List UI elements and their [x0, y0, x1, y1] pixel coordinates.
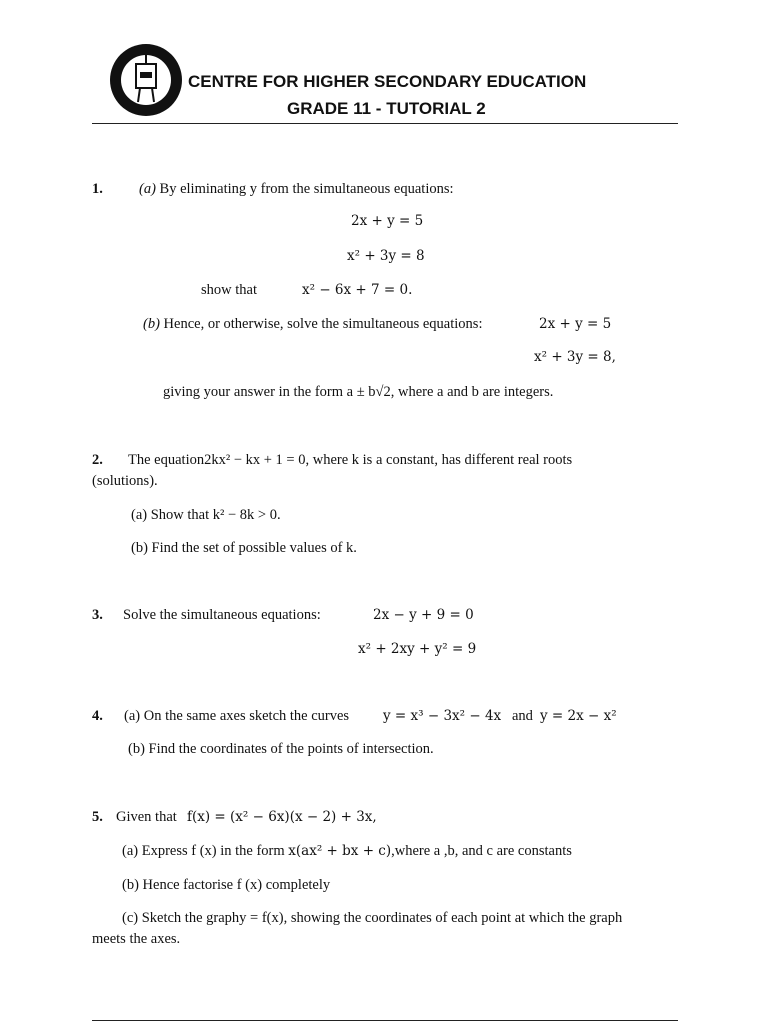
q1b-eq1: 2x + y = 5	[539, 316, 612, 332]
q1b-label: (b)	[143, 316, 160, 332]
q1-show-that: show that	[201, 282, 257, 298]
q5-part-c-line2: meets the axes.	[92, 931, 181, 947]
q1a-text	[139, 181, 454, 198]
q2-part-b: (b) Find the set of possible values of k.	[131, 540, 357, 556]
footer-rule	[92, 1020, 678, 1021]
q1-show-eq: x² − 6x + 7 = 0.	[302, 282, 413, 298]
q2-line2: (solutions).	[92, 473, 158, 489]
q5-a-form: x(ax² + bx + c)	[288, 843, 392, 859]
q5-part-c-line1: (c) Sketch the graphy = f(x), showing the coordinates of each point at which the graph	[122, 910, 623, 926]
q5-a1: (a) Express f (x) in the form	[122, 843, 285, 859]
q1-giving: giving your answer in the form a ± b√2, where a and b are integers.	[163, 384, 554, 400]
school-logo	[108, 42, 184, 123]
q4-and: and	[512, 708, 533, 724]
q1-number: 1.	[92, 181, 103, 197]
header-title: CENTRE FOR HIGHER SECONDARY EDUCATION	[188, 72, 587, 91]
header-rule	[92, 123, 678, 124]
q5-given: Given that	[116, 809, 177, 825]
q1a-label: (a)	[139, 181, 156, 197]
q1b-body: Hence, or otherwise, solve the simultaneous equations:	[159, 316, 483, 332]
q5-a2: ,where a ,b, and c are constants	[391, 843, 572, 859]
q5-number: 5.	[92, 809, 103, 825]
q5-part-a	[122, 843, 572, 860]
q1a-body: By eliminating y from the simultaneous equations:	[155, 181, 454, 197]
q3-number: 3.	[92, 607, 103, 623]
q2-line1: The equation2kx² − kx + 1 = 0, where k is a constant, has different real roots	[128, 452, 573, 468]
q5-part-b: (b) Hence factorise f (x) completely	[122, 877, 331, 893]
q4-number: 4.	[92, 708, 103, 724]
q1-eq1: 2x + y = 5	[351, 213, 424, 229]
q1b-eq2: x² + 3y = 8,	[534, 349, 616, 365]
q1-eq2: x² + 3y = 8	[347, 248, 425, 264]
q3-eq1: 2x − y + 9 = 0	[373, 607, 474, 623]
q3-eq2: x² + 2xy + y² = 9	[358, 641, 477, 657]
q4-curve2: y = 2x − x²	[540, 708, 617, 724]
q2-number: 2.	[92, 452, 103, 468]
q4-part-a: (a) On the same axes sketch the curves	[124, 708, 350, 724]
q3-text: Solve the simultaneous equations:	[123, 607, 321, 623]
header-subtitle: GRADE 11 - TUTORIAL 2	[287, 99, 486, 118]
q4-curve1: y = x³ − 3x² − 4x	[383, 708, 502, 724]
q5-fx: f(x) = (x² − 6x)(x − 2) + 3x,	[187, 809, 377, 825]
q2-part-a: (a) Show that k² − 8k > 0.	[131, 507, 281, 523]
q1b-text	[143, 316, 482, 333]
q4-part-b: (b) Find the coordinates of the points of intersection.	[128, 741, 434, 757]
